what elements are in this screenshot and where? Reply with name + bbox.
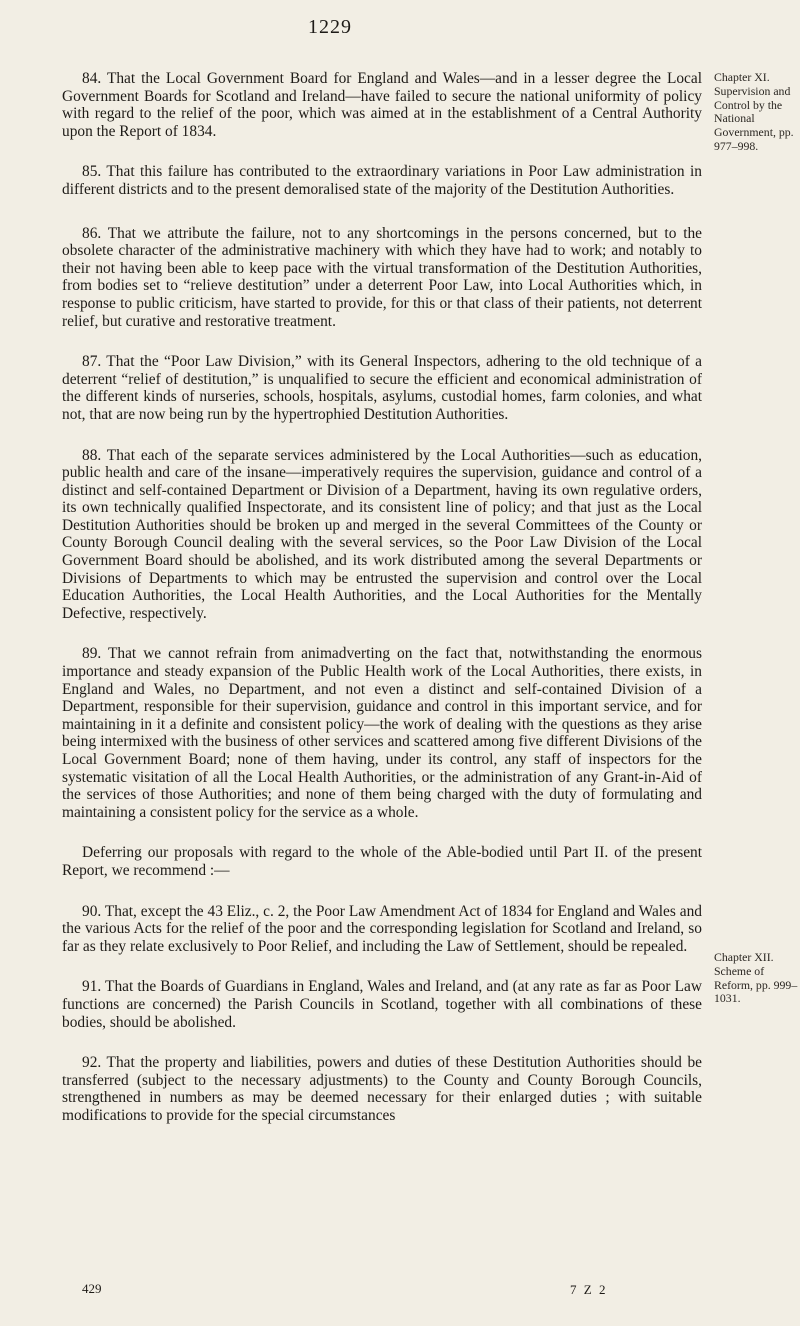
paragraph-91: 91. That the Boards of Guardians in England, Wales and Ireland, and (at any rate as far as Poor Law functions are concerned) the Parish Councils in Scotland, together with all combinations of these bodies, should be abolished. [62,978,702,1031]
signature-mark: 429 [82,1281,102,1296]
paragraph-84: 84. That the Local Government Board for England and Wales—and in a lesser degree the Local Government Boards for Scotland and Ireland—have failed to secure the national uniformity of policy with regard to the relief of the poor, which was aimed at in the establishment of a Central Authority upon the Report of 1834. [62,70,702,140]
margin-note-chapter-xii: Chapter XII. Scheme of Reform, pp. 999–1031. [714,950,798,1006]
paragraph-86: 86. That we attribute the failure, not to any shortcomings in the persons concerned, but to the obsolete character of the administrative machinery with which they have had to work; and notably to their not having been able to keep pace with the virtual transformation of the Destitution Authorities, from bodies set to “relieve destitution” under a deterrent Poor Law, into Local Authorities which, in response to public criticism, have started to provide, for this or that class of their patients, not deterrent relief, but curative and restorative treatment. [62,224,702,330]
paragraph-89: 89. That we cannot refrain from animadverting on the fact that, notwithstanding the enormous importance and steady expansion of the Public Health work of the Local Authorities, there exists, in England and Wales, no Department, and not even a distinct and self-contained Division of a Department, responsible for their supervision, guidance and control in this important service, and for maintaining in it a definite and consistent policy—the work of dealing with the questions as they arise being intermixed with the business of other services and scattered among five different Divisions of the Local Government Board; none of them having, under its control, any staff of inspectors for the systematic visitation of all the Local Health Authorities, or the administration of any Grant-in-Aid of the services of those Authorities; and none of them being charged with the duty of formulating and maintaining a consistent policy for the service as a whole. [62,645,702,821]
body-text [62,70,702,1148]
paragraph-88: 88. That each of the separate services administered by the Local Authorities—such as education, public health and care of the insane—imperatively requires the supervision, guidance and control of a distinct and self-contained Department or Division of a Department, having its own regulative orders, its own technically qualified Inspectorate, and its consistent line of policy; and that just as the Local Destitution Authorities should be broken up and merged in the several Committees of the County or County Borough Council dealing with the several services, so the Poor Law Division of the Local Government Board should be abolished, and its work distributed among the several Departments or Divisions of Departments to which may be entrusted the supervision and control over the Local Education Authorities, the Local Health Authorities, and the Local Authorities for the Mentally Defective, respectively. [62,446,702,622]
sheet-mark: 7 Z 2 [570,1282,608,1297]
paragraph-deferring: Deferring our proposals with regard to the whole of the Able-bodied until Part II. of the present Report, we recommend :— [62,844,702,879]
page-number: 1229 [308,16,352,38]
paragraph-92: 92. That the property and liabilities, powers and duties of these Destitution Authorities should be transferred (subject to the necessary adjustments) to the County and County Borough Councils, strengthened in numbers as may be deemed necessary for their enlarged duties ; with suitable modifications to provide for the special circumstances [62,1054,702,1124]
margin-note-chapter-xi: Chapter XI. Supervision and Control by the National Government, pp. 977–998. [714,70,794,153]
paragraph-87: 87. That the “Poor Law Division,” with its General Inspectors, adhering to the old technique of a deterrent “relief of destitution,” is unqualified to secure the efficient and economical administration of the different kinds of nurseries, schools, hospitals, asylums, custodial homes, farm colonies, and what not, that are now being run by the hypertrophied Destitution Authorities. [62,353,702,423]
paragraph-85: 85. That this failure has contributed to the extraordinary variations in Poor Law administration in different districts and to the present demoralised state of the majority of the Destitution Authorities. [62,163,702,198]
paragraph-90: 90. That, except the 43 Eliz., c. 2, the Poor Law Amendment Act of 1834 for England and Wales and the various Acts for the relief of the poor and the corresponding legislation for Scotland and Ireland, so far as they relate exclusively to Poor Relief, and including the Law of Settlement, should be repealed. [62,902,702,955]
